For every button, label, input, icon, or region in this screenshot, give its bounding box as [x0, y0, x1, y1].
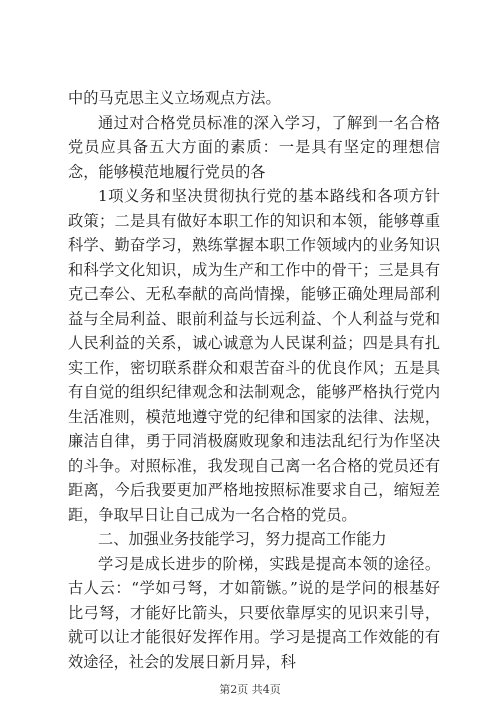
paragraph-learning: 学习是成长进步的阶梯，实践是提高本领的途径。古人云：“学如弓弩，才如箭镞。”说的是学问的根基好比弓弩，才能好比箭头，只要依靠厚实的见识来引导，就可以让才能很好发挥作用。学习是提高工作效能的有效途径，社会的发展日新月异，科: [68, 554, 440, 671]
paragraph-standards-intro: 通过对合格党员标准的深入学习，了解到一名合格党员应具备五大方面的素质：一是具有坚定的理想信念，能够模范地履行党员的各: [68, 113, 440, 181]
page-number: 第2页 共4页: [219, 683, 281, 696]
paragraph-five-qualities: 1项义务和坚决贯彻执行党的基本路线和各项方针政策；二是具有做好本职工作的知识和本领，能够尊重科学、勤奋学习，熟练掌握本职工作领域内的业务知识和科学文化知识，成为生产和工作中的骨干；三是具有克己奉公、无私奉献的高尚情操，能够正确处理局部利益与全局利益、眼前利益与长远利益、个人利益与党和人民利益的关系，诚心诚意为人民谋利益；四是具有扎实工作，密切联系群众和艰苦奋斗的优良作风；五是具有自觉的组织纪律观念和法制观念，能够严格执行党内生活准则，模范地遵守党的纪律和国家的法律、法规，廉洁自律，勇于同消极腐败现象和违法乱纪行为作坚决的斗争。对照标准，我发现自己离一名合格的党员还有距离，今后我要更加严格地按照标准要求自己，缩短差距，争取早日让自己成为一名合格的党员。: [68, 187, 440, 524]
section-heading-skills: 二、加强业务技能学习，努力提高工作能力: [98, 530, 387, 548]
body-text: [68, 86, 440, 674]
paragraph-continuation: 中的马克思主义立场观点方法。: [68, 89, 281, 107]
